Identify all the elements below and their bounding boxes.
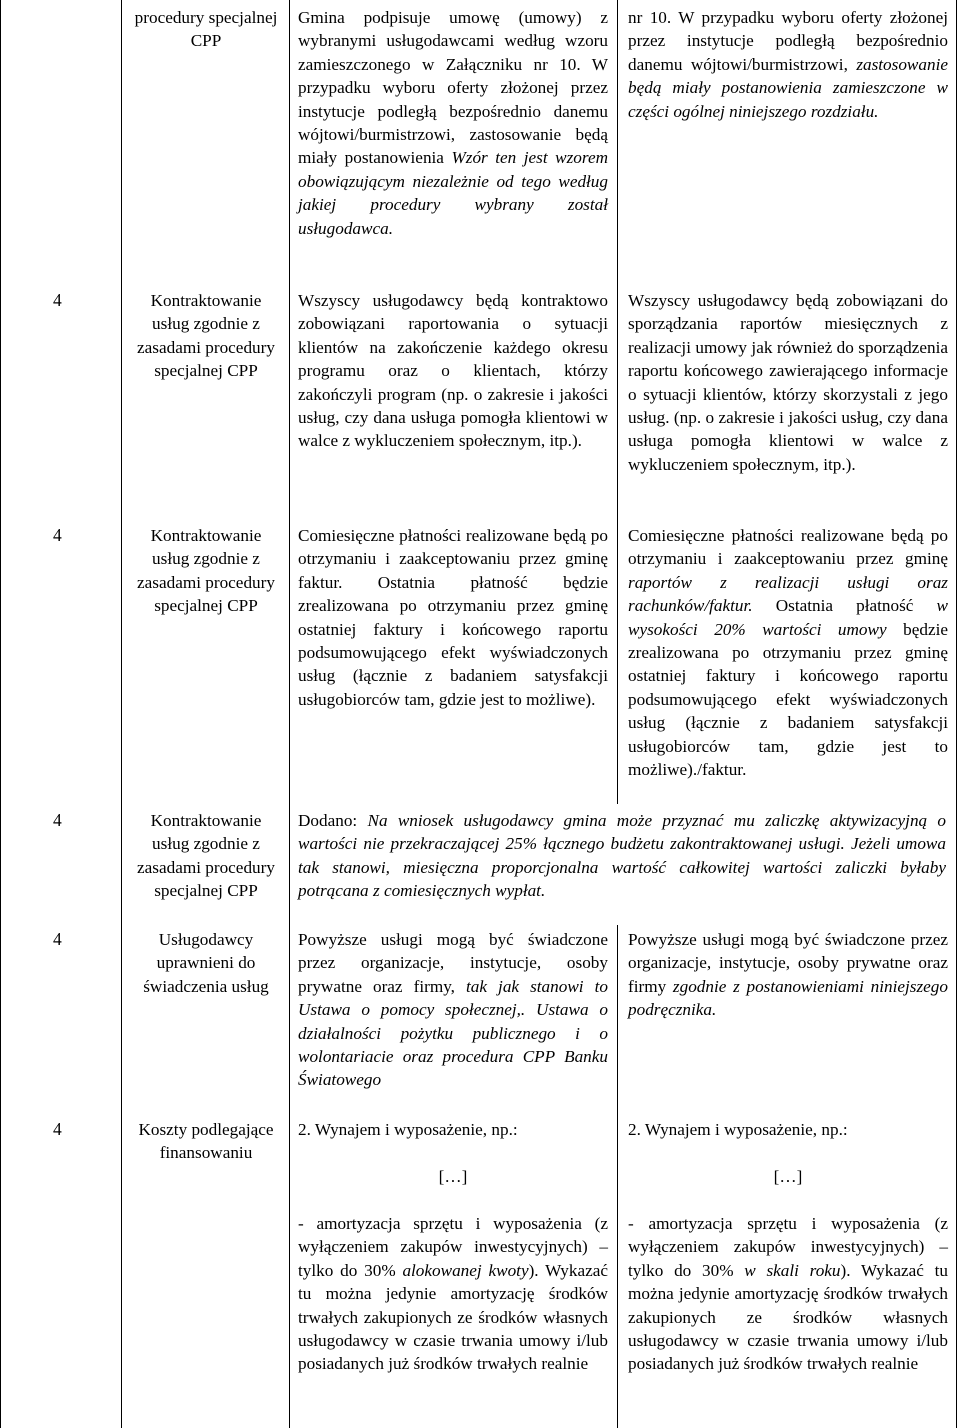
text-segment: - amortyzacja sprzętu i wyposażenia (z wyłączeniem zakupów inwestycyjnych) – tylko do 30%	[628, 1214, 948, 1280]
row-number: 4	[53, 525, 62, 545]
text-segment-italic: w wysokości 20% wartości umowy	[628, 596, 948, 639]
row-number: 4	[53, 929, 62, 949]
column-divider-number	[121, 0, 122, 1428]
new-text-cell	[628, 6, 948, 123]
old-heading: 2. Wynajem i wyposażenie, np.:	[298, 1120, 518, 1139]
row-category: procedury specjalnej CPP	[134, 8, 278, 51]
text-segment-italic: tak jak stanowi to Ustawa o pomocy społecznej,. Ustawa o działalności pożytku publicznego i o wolontariacie oraz procedura CPP Banku Światowego	[298, 976, 608, 1090]
text-segment: Comiesięczne płatności realizowane będą po otrzymaniu i zaakceptowaniu przez gminę	[628, 526, 948, 569]
row-category: Koszty podlegające finansowaniu	[138, 1120, 274, 1163]
added-text-cell	[298, 809, 946, 903]
text-segment-italic: alokowanej kwoty	[402, 1260, 529, 1280]
text-segment-italic: raportów z realizacji usługi oraz rachunków/faktur.	[628, 572, 948, 616]
column-divider-old-lower	[617, 925, 618, 1428]
text-segment: Powyższe usługi mogą być świadczone przez organizacje, instytucje, osoby prywatne oraz firmy	[628, 930, 948, 996]
old-text-cell: Comiesięczne płatności realizowane będą po otrzymaniu i zaakceptowaniu przez gminę faktur. Ostatnia płatność będzie zrealizowana po otrzymaniu przez gminę ostatniej faktury i końcowego raportu podsumowującego efekt wyświadczonych usług (łącznie z badaniem satysfakcji usługobiorców tam, gdzie jest to możliwe).	[298, 526, 608, 709]
row-category: Kontraktowanie usług zgodnie z zasadami procedury specjalnej CPP	[137, 526, 275, 616]
text-segment: Powyższe usługi mogą być świadczone przez organizacje, instytucje, osoby prywatne oraz firmy,	[298, 930, 608, 996]
added-label: Dodano:	[298, 811, 358, 830]
old-text-cell	[298, 6, 608, 240]
new-ellipsis: […]	[773, 1167, 803, 1186]
new-text-cell	[628, 928, 948, 1022]
row-category: Kontraktowanie usług zgodnie z zasadami procedury specjalnej CPP	[137, 811, 275, 901]
old-ellipsis: […]	[438, 1167, 468, 1186]
new-text-cell	[628, 1212, 948, 1376]
old-text: Gmina podpisuje umowę (umowy) z wybranymi usługodawcami według wzoru zamieszczonego w Załączniku nr 10. W przypadku wyboru oferty złożonej przez instytucje podległą bezpośrednio danemu wójtowi/burmistrzowi, zastosowanie będą miały postanowienia	[298, 8, 608, 168]
table-border-right	[956, 0, 957, 1428]
old-text-cell: Wszyscy usługodawcy będą kontraktowo zobowiązani raportowania o sytuacji klientów na zakończenie każdego okresu programu oraz o klientach, którzy zakończyli program (np. o zakresie i jakości usług, czy dana usługa pomogła klientowi w walce z wykluczeniem społecznym, itp.).	[298, 291, 608, 451]
old-text-cell	[298, 1212, 608, 1376]
row-number: 4	[53, 1119, 62, 1139]
text-segment: - amortyzacja sprzętu i wyposażenia (z wyłączeniem zakupów inwestycyjnych) – tylko do 30%	[298, 1214, 608, 1280]
added-text: Na wniosek usługodawcy gmina może przyznać mu zaliczkę aktywizacyjną o wartości nie przekraczającej 25% łącznego budżetu zakontraktowanej usługi. Jeżeli umowa tak stanowi, miesięczna proporcjonalna wartość całkowitej wartości zaliczki byłaby potrącana z comiesięcznych wypłat.	[298, 811, 947, 901]
row-number: 4	[53, 810, 62, 830]
row-number: 4	[53, 290, 62, 310]
text-segment-italic: w skali roku	[744, 1260, 841, 1280]
new-text-cell	[628, 524, 948, 781]
new-text-cell: Wszyscy usługodawcy będą zobowiązani do sporządzania raportów miesięcznych z realizacji umowy jak również do sporządzenia raportu końcowego zawierającego informacje o sytuacji klientów, którzy skorzystali z jego usług. (np. o zakresie i jakości usług, czy dana usługa pomogła klientowi w walce z wykluczeniem społecznym, itp.).	[628, 291, 948, 474]
text-segment-italic: zgodnie z postanowieniami niniejszego podręcznika.	[628, 976, 948, 1020]
table-border-left	[0, 0, 1, 1428]
row-category: Kontraktowanie usług zgodnie z zasadami procedury specjalnej CPP	[137, 291, 275, 381]
text-segment: będzie zrealizowana po otrzymaniu przez gminę ostatniej faktury i końcowego raportu podsumowującego efekt wyświadczonych usług (łącznie z badaniem satysfakcji usługobiorców tam, gdzie jest to możliwe)./faktur.	[628, 619, 948, 780]
column-divider-category	[289, 0, 290, 1428]
text-segment: ). Wykazać tu można jedynie amortyzację środków trwałych zakupionych ze środków własnych usługodawcy w czasie trwania umowy i/lub posiadanych już środków trwałych realnie	[628, 1260, 948, 1374]
new-text: nr 10. W przypadku wyboru oferty złożonej przez instytucje podległą bezpośrednio danemu wójtowi/burmistrzowi,	[628, 8, 948, 74]
old-text-cell	[298, 928, 608, 1092]
new-heading: 2. Wynajem i wyposażenie, np.:	[628, 1120, 848, 1139]
text-segment: Ostatnia płatność	[752, 596, 937, 616]
column-divider-old	[617, 0, 618, 804]
old-text-italic: Wzór ten jest wzorem obowiązującym niezależnie od tego według jakiej procedury wybrany został usługodawca.	[298, 148, 608, 238]
new-text-italic: zastosowanie będą miały postanowienia zamieszczone w części ogólnej niniejszego rozdziału.	[628, 54, 948, 121]
text-segment: ). Wykazać tu można jedynie amortyzację środków trwałych zakupionych ze środków własnych usługodawcy w czasie trwania umowy i/lub posiadanych już środków trwałych realnie	[298, 1260, 608, 1374]
row-category: Usługodawcy uprawnieni do świadczenia usług	[143, 930, 269, 996]
